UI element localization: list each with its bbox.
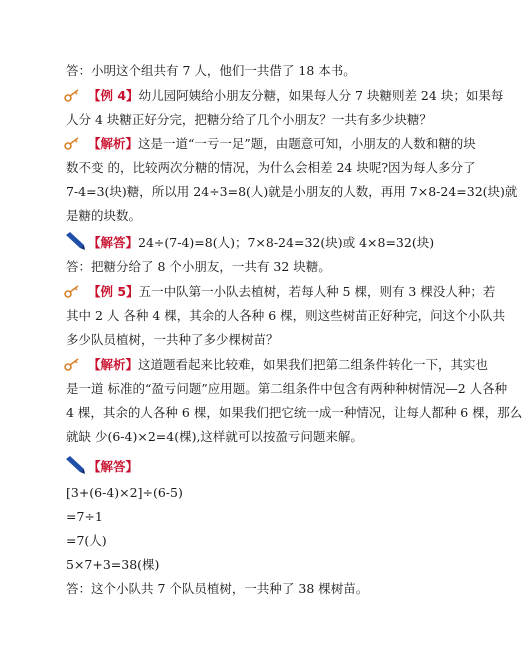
analysis-2-line-4 [66, 429, 442, 445]
example-4-label: 【例 4】 [88, 88, 139, 103]
text: 多少队员植树，一共种了多少棵树苗？ [66, 332, 279, 347]
answer-line-prev [66, 63, 442, 79]
calc-line-4 [66, 557, 442, 573]
text: 答：这个小队共 7 个队员植树，一共种了 38 棵树苗。 [66, 581, 369, 596]
answer-1-line-1 [88, 235, 442, 251]
answer-label: 【解答】 [88, 235, 139, 250]
text: 是糖的块数。 [66, 208, 142, 223]
text: 五一中队第一小队去植树，若每人种 5 棵，则有 3 棵没人种；若 [138, 284, 496, 299]
text: 5×7+3=38(棵) [66, 557, 160, 572]
text: 其中 2 人 各种 4 棵，其余的人各种 6 棵，则这些树苗正好种完，问这个小队共 [66, 308, 506, 323]
text: 24÷(7-4)=8(人)；7×8-24=32(块)或 4×8=32(块) [138, 235, 435, 250]
text: =7(人) [66, 533, 107, 548]
example-5-line-1 [88, 284, 496, 300]
analysis-label: 【解析】 [88, 357, 139, 372]
pen-icon [64, 455, 86, 475]
example-5-line-2 [66, 308, 506, 324]
text: 幼儿园阿姨给小朋友分糖，如果每人分 7 块糖则差 24 块；如果每 [138, 88, 504, 103]
text: =7÷1 [66, 509, 103, 524]
text: 7-4=3(块)糖，所以用 24÷3=8(人)就是小朋友的人数，再用 7×8-24=32(块)就 [66, 184, 518, 199]
analysis-label: 【解析】 [88, 136, 139, 151]
key-icon [64, 358, 80, 372]
text: 人分 4 块糖正好分完，把糖分给了几个小朋友？一共有多少块糖？ [66, 112, 432, 127]
analysis-1-line-1 [88, 136, 476, 152]
answer-1-line-2 [66, 259, 442, 275]
analysis-1-line-2 [66, 160, 476, 176]
text: 数不变 的，比较两次分糖的情况，为什么会相差 24 块呢?因为每人多分了 [66, 160, 476, 175]
text: 4 棵，其余的人各种 6 棵，如果我们把它统一成一种情况，让每人都种 6 棵，那么 [66, 405, 522, 420]
example-4-line-2 [66, 112, 442, 128]
text: 是一道 标准的“盈亏问题”应用题。第二组条件中包含有两种种树情况—2 人各种 [66, 381, 508, 396]
analysis-2-line-3 [66, 405, 522, 421]
key-icon [64, 285, 80, 299]
text: 就缺 少(6-4)×2=4(棵),这样就可以按盈亏问题来解。 [66, 429, 363, 444]
analysis-2-line-2 [66, 381, 508, 397]
text: 这道题看起来比较难，如果我们把第二组条件转化一下，其实也 [138, 357, 489, 372]
answer-2-final [66, 581, 442, 597]
text: 答：小明这个组共有 7 人，他们一共借了 18 本书。 [66, 63, 356, 78]
analysis-1-line-3 [66, 184, 518, 200]
answer-label: 【解答】 [88, 459, 139, 474]
calc-line-1 [66, 485, 442, 501]
key-icon [64, 89, 80, 103]
analysis-1-line-4 [66, 208, 442, 224]
example-5-line-3 [66, 332, 442, 348]
key-icon [64, 137, 80, 151]
text: 这是一道“一亏一足”题，由题意可知，小朋友的人数和糖的块 [138, 136, 476, 151]
text: 答：把糖分给了 8 个小朋友，一共有 32 块糖。 [66, 259, 331, 274]
example-4-line-1 [88, 88, 504, 104]
calc-line-3 [66, 533, 442, 549]
text: [3+(6-4)×2]÷(6-5) [66, 485, 183, 500]
answer-2-heading [88, 459, 442, 475]
calc-line-2 [66, 509, 442, 525]
pen-icon [64, 231, 86, 251]
example-5-label: 【例 5】 [88, 284, 139, 299]
analysis-2-line-1 [88, 357, 489, 373]
